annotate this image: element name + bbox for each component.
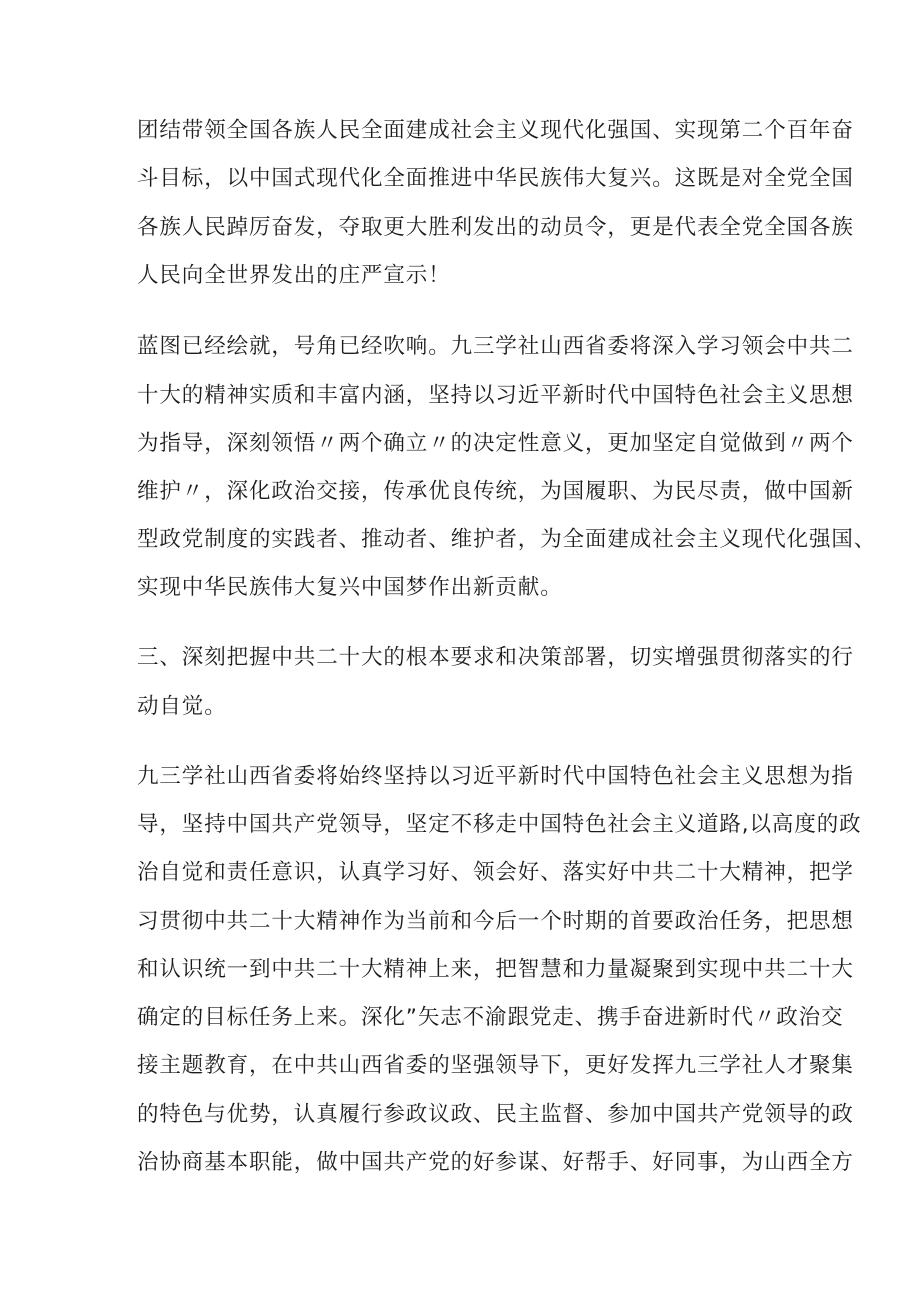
text-line: 为指导，深刻领悟〃两个确立〃的决定性意义，更加坚定自觉做到〃两个 — [137, 431, 854, 456]
text-line: 和认识统一到中共二十大精神上来，把智慧和力量凝聚到实现中共二十大 — [137, 957, 854, 982]
text-line: 的特色与优势，认真履行参政议政、民主监督、参加中国共产党领导的政 — [137, 1102, 854, 1127]
text-line: 接主题教育，在中共山西省委的坚强领导下，更好发挥九三学社人才聚集 — [137, 1053, 854, 1078]
text-line: 三、深刻把握中共二十大的根本要求和决策部署，切实增强贯彻落实的行 — [137, 645, 854, 670]
text-line: 人民向全世界发出的庄严宣示！ — [137, 263, 451, 288]
text-line: 治自觉和责任意识，认真学习好、领会好、落实好中共二十大精神，把学 — [137, 860, 854, 885]
text-line: 蓝图已经绘就，号角已经吹响。九三学社山西省委将深入学习领会中共二 — [137, 334, 854, 359]
text-line: 治协商基本职能，做中国共产党的好参谋、好帮手、好同事，为山西全方 — [137, 1150, 854, 1175]
text-line: 导，坚持中国共产党领导，坚定不移走中国特色社会主义道路,以高度的政 — [137, 812, 862, 837]
text-line: 动自觉。 — [137, 694, 227, 719]
text-line: 实现中华民族伟大复兴中国梦作出新贡献。 — [137, 575, 563, 600]
text-line: 九三学社山西省委将始终坚持以习近平新时代中国特色社会主义思想为指 — [137, 764, 854, 789]
text-line: 确定的目标任务上来。深化”矢志不渝跟党走、携手奋进新时代〃政治交 — [137, 1005, 844, 1030]
text-line: 维护〃，深化政治交接，传承优良传统，为国履职、为民尽责，做中国新 — [137, 479, 854, 504]
text-line: 型政党制度的实践者、推动者、维护者，为全面建成社会主义现代化强国、 — [137, 527, 877, 552]
text-line: 斗目标，以中国式现代化全面推进中华民族伟大复兴。这既是对全党全国 — [137, 166, 854, 191]
text-line: 各族人民踔厉奋发，夺取更大胜利发出的动员令，更是代表全党全国各族 — [137, 215, 854, 240]
text-line: 十大的精神实质和丰富内涵，坚持以习近平新时代中国特色社会主义思想 — [137, 383, 854, 408]
text-line: 团结带领全国各族人民全面建成社会主义现代化强国、实现第二个百年奋 — [137, 118, 854, 143]
text-line: 习贯彻中共二十大精神作为当前和今后一个时期的首要政治任务，把思想 — [137, 909, 854, 934]
